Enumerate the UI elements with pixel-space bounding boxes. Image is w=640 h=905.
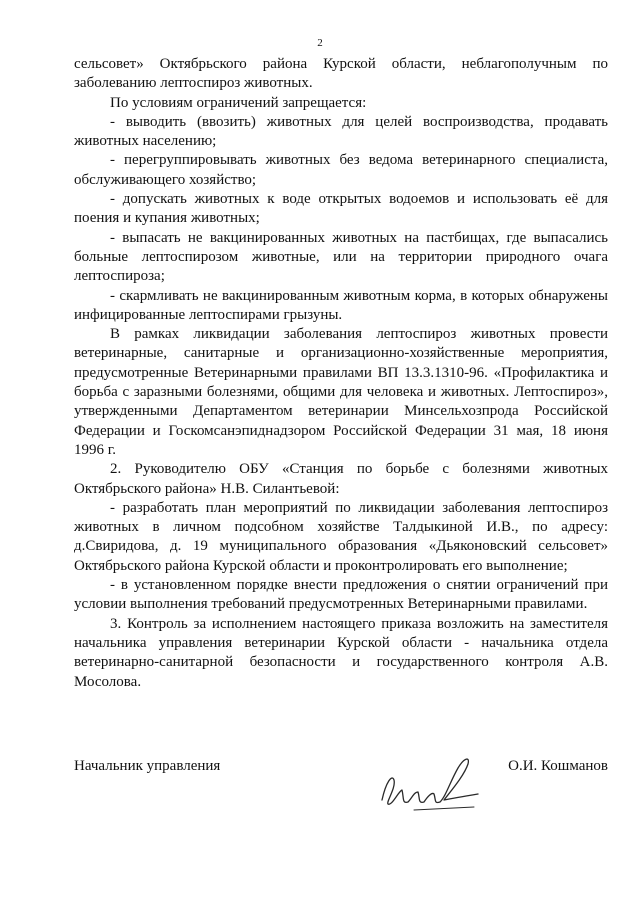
paragraph-continuation: сельсовет» Октябрьского района Курской области, неблагополучным по заболеванию лептоспироз животных.: [74, 56, 608, 92]
signatory-title: Начальник управления: [74, 758, 221, 774]
paragraph-measures: В рамках ликвидации заболевания лептоспироз животных провести ветеринарные, санитарные и организационно-хозяйственные мероприятия, предусмотренные Ветеринарными правилами ВП 13.3.1310-96. «Профилактика и борьба с заразными болезнями, общими для человека и животных. Лептоспироз», утвержденными Департаментом ветеринарии Минсельхозпрода Российской Федерации и Госкомсанэпиднадзором Российской Федерации 31 мая, 18 июня 1996 г.: [74, 326, 608, 458]
restriction-item: - выводить (ввозить) животных для целей воспроизводства, продавать животных населению;: [74, 113, 608, 150]
document-body: [74, 55, 608, 692]
paragraph-restrictions-intro: По условиям ограничений запрещается:: [110, 94, 367, 111]
signatory-name: О.И. Кошманов: [508, 758, 608, 774]
handwritten-signature: [374, 752, 484, 814]
paragraph-item-3: 3. Контроль за исполнением настоящего приказа возложить на заместителя начальника управления ветеринарии Курской области - начальника отдела ветеринарно-санитарной безопасности и государственного контроля А.В. Мосолова.: [74, 615, 608, 690]
page-number: 2: [317, 37, 323, 49]
task-item: - в установленном порядке внести предложения о снятии ограничений при условии выполнения требований предусмотренных Ветеринарными правилами.: [74, 577, 608, 613]
task-item: - разработать план мероприятий по ликвидации заболевания лептоспироз животных в личном подсобном хозяйстве Талдыкиной И.В., по адресу: д.Свиридова, д. 19 муниципального образования «Дьяконовский сельсовет» Октябрьского района Курской области и проконтролировать его выполнение;: [74, 499, 608, 574]
signature-block: [74, 752, 608, 822]
restriction-item: - допускать животных к воде открытых водоемов и использовать её для поения и купания животных;: [74, 191, 608, 227]
restriction-item: - выпасать не вакцинированных животных на пастбищах, где выпасались больные лептоспирозом животные, или на территории природного очага лептоспироза;: [74, 229, 608, 285]
restriction-item: - перегруппировывать животных без ведома ветеринарного специалиста, обслуживающего хозяйство;: [74, 152, 608, 188]
paragraph-item-2: 2. Руководителю ОБУ «Станция по борьбе с болезнями животных Октябрьского района» Н.В. Силантьевой:: [74, 461, 608, 497]
restriction-item: - скармливать не вакцинированным животным корма, в которых обнаружены инфицированные лептоспирами грызуны.: [74, 287, 608, 323]
